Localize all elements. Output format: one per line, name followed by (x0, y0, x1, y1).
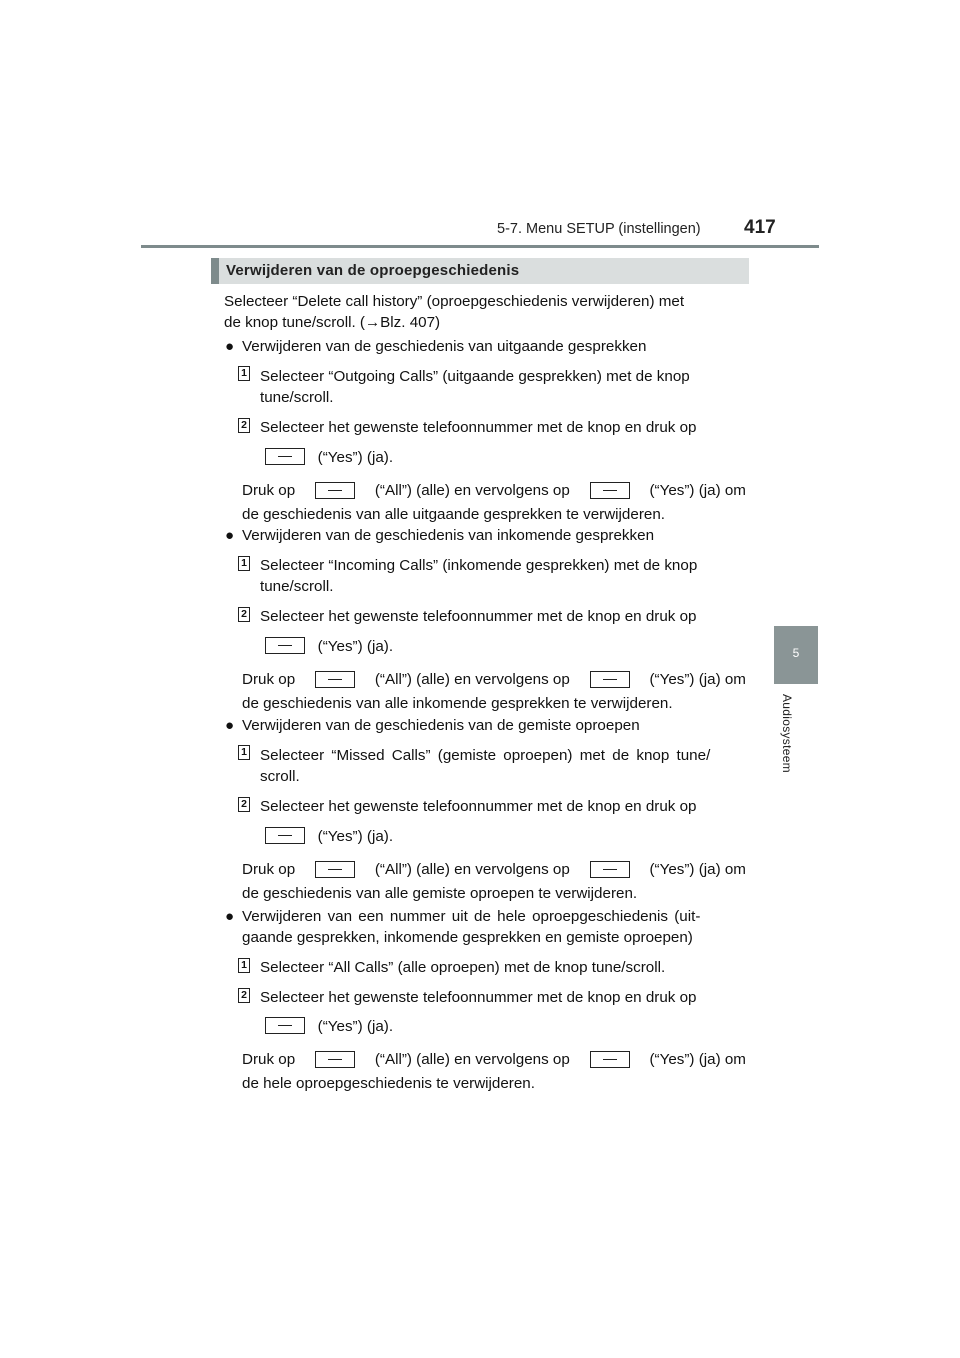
section-title: Verwijderen van de oproepgeschiedenis (226, 262, 520, 279)
step-number-badge: 2 (238, 797, 250, 812)
step-text: Selecteer het gewenste telefoonnummer met de knop en druk op (260, 419, 697, 436)
step-number-badge: 1 (238, 958, 250, 973)
step-text: Selecteer “All Calls” (alle oproepen) met de knop tune/scroll. (260, 959, 666, 976)
all-line: Druk op (“All”) (alle) en vervolgens op (“Yes”) (ja) om (242, 482, 746, 499)
step-text-cont: tune/scroll. (260, 389, 334, 406)
step-text: Selecteer het gewenste telefoonnummer met de knop en druk op (260, 989, 697, 1006)
bullet-item: ● Verwijderen van een nummer uit de hele oproepgeschiedenis (uit- (242, 906, 700, 927)
header-rule (141, 245, 819, 248)
arrow-icon: → (364, 314, 381, 331)
step-number-badge: 2 (238, 988, 250, 1003)
yes-button-icon (265, 448, 305, 465)
yes-line: (“Yes”) (ja). (265, 447, 393, 468)
step-number-badge: 1 (238, 366, 250, 381)
yes-button-icon (590, 482, 630, 499)
all-line-cont: de geschiedenis van alle uitgaande gesprekken te verwijderen. (242, 506, 665, 523)
all-line: Druk op (“All”) (alle) en vervolgens op (“Yes”) (ja) om (242, 1051, 746, 1068)
chapter-number: 5 (792, 646, 800, 660)
step-text: Selecteer “Missed Calls” (gemiste oproepen) met de knop tune/ (260, 747, 711, 764)
step-number-badge: 2 (238, 418, 250, 433)
all-line: Druk op (“All”) (alle) en vervolgens op (“Yes”) (ja) om (242, 671, 746, 688)
section-heading (211, 258, 749, 284)
all-button-icon (315, 482, 355, 499)
yes-button-icon (590, 1051, 630, 1068)
intro-line-2: de knop tune/scroll. (→Blz. 407) (224, 314, 441, 331)
page-number: 417 (744, 217, 776, 238)
yes-line: (“Yes”) (ja). (265, 636, 393, 657)
bullet-item: ● Verwijderen van de geschiedenis van inkomende gesprekken (242, 525, 654, 546)
step-number-badge: 2 (238, 607, 250, 622)
step-number-badge: 1 (238, 556, 250, 571)
all-line: Druk op (“All”) (alle) en vervolgens op (“Yes”) (ja) om (242, 861, 746, 878)
yes-line: (“Yes”) (ja). (265, 826, 393, 847)
bullet-item: ● Verwijderen van de geschiedenis van uitgaande gesprekken (242, 336, 646, 357)
step-text: Selecteer het gewenste telefoonnummer met de knop en druk op (260, 608, 697, 625)
all-line-cont: de geschiedenis van alle inkomende gesprekken te verwijderen. (242, 695, 673, 712)
yes-line: (“Yes”) (ja). (265, 1016, 393, 1037)
step-number-badge: 1 (238, 745, 250, 760)
section-breadcrumb: 5-7. Menu SETUP (instellingen) (497, 221, 701, 237)
step-text: Selecteer “Outgoing Calls” (uitgaande gesprekken) met de knop (260, 368, 690, 385)
all-line-cont: de hele oproepgeschiedenis te verwijderen. (242, 1075, 535, 1092)
step-text: Selecteer het gewenste telefoonnummer met de knop en druk op (260, 798, 697, 815)
step-text-cont: scroll. (260, 768, 300, 785)
all-button-icon (315, 671, 355, 688)
step-text-cont: tune/scroll. (260, 578, 334, 595)
chapter-label: Audiosysteem (780, 694, 794, 773)
yes-button-icon (265, 827, 305, 844)
chapter-tab (774, 626, 818, 684)
yes-button-icon (265, 637, 305, 654)
bullet-item: ● Verwijderen van de geschiedenis van de gemiste oproepen (242, 715, 640, 736)
bullet-item-cont: gaande gesprekken, inkomende gesprekken en gemiste oproepen) (242, 929, 693, 946)
step-text: Selecteer “Incoming Calls” (inkomende gesprekken) met de knop (260, 557, 698, 574)
all-button-icon (315, 1051, 355, 1068)
intro-line-1: Selecteer “Delete call history” (oproepgeschiedenis verwijderen) met (224, 293, 685, 310)
yes-button-icon (265, 1017, 305, 1034)
yes-button-icon (590, 861, 630, 878)
all-line-cont: de geschiedenis van alle gemiste oproepen te verwijderen. (242, 885, 638, 902)
yes-button-icon (590, 671, 630, 688)
all-button-icon (315, 861, 355, 878)
